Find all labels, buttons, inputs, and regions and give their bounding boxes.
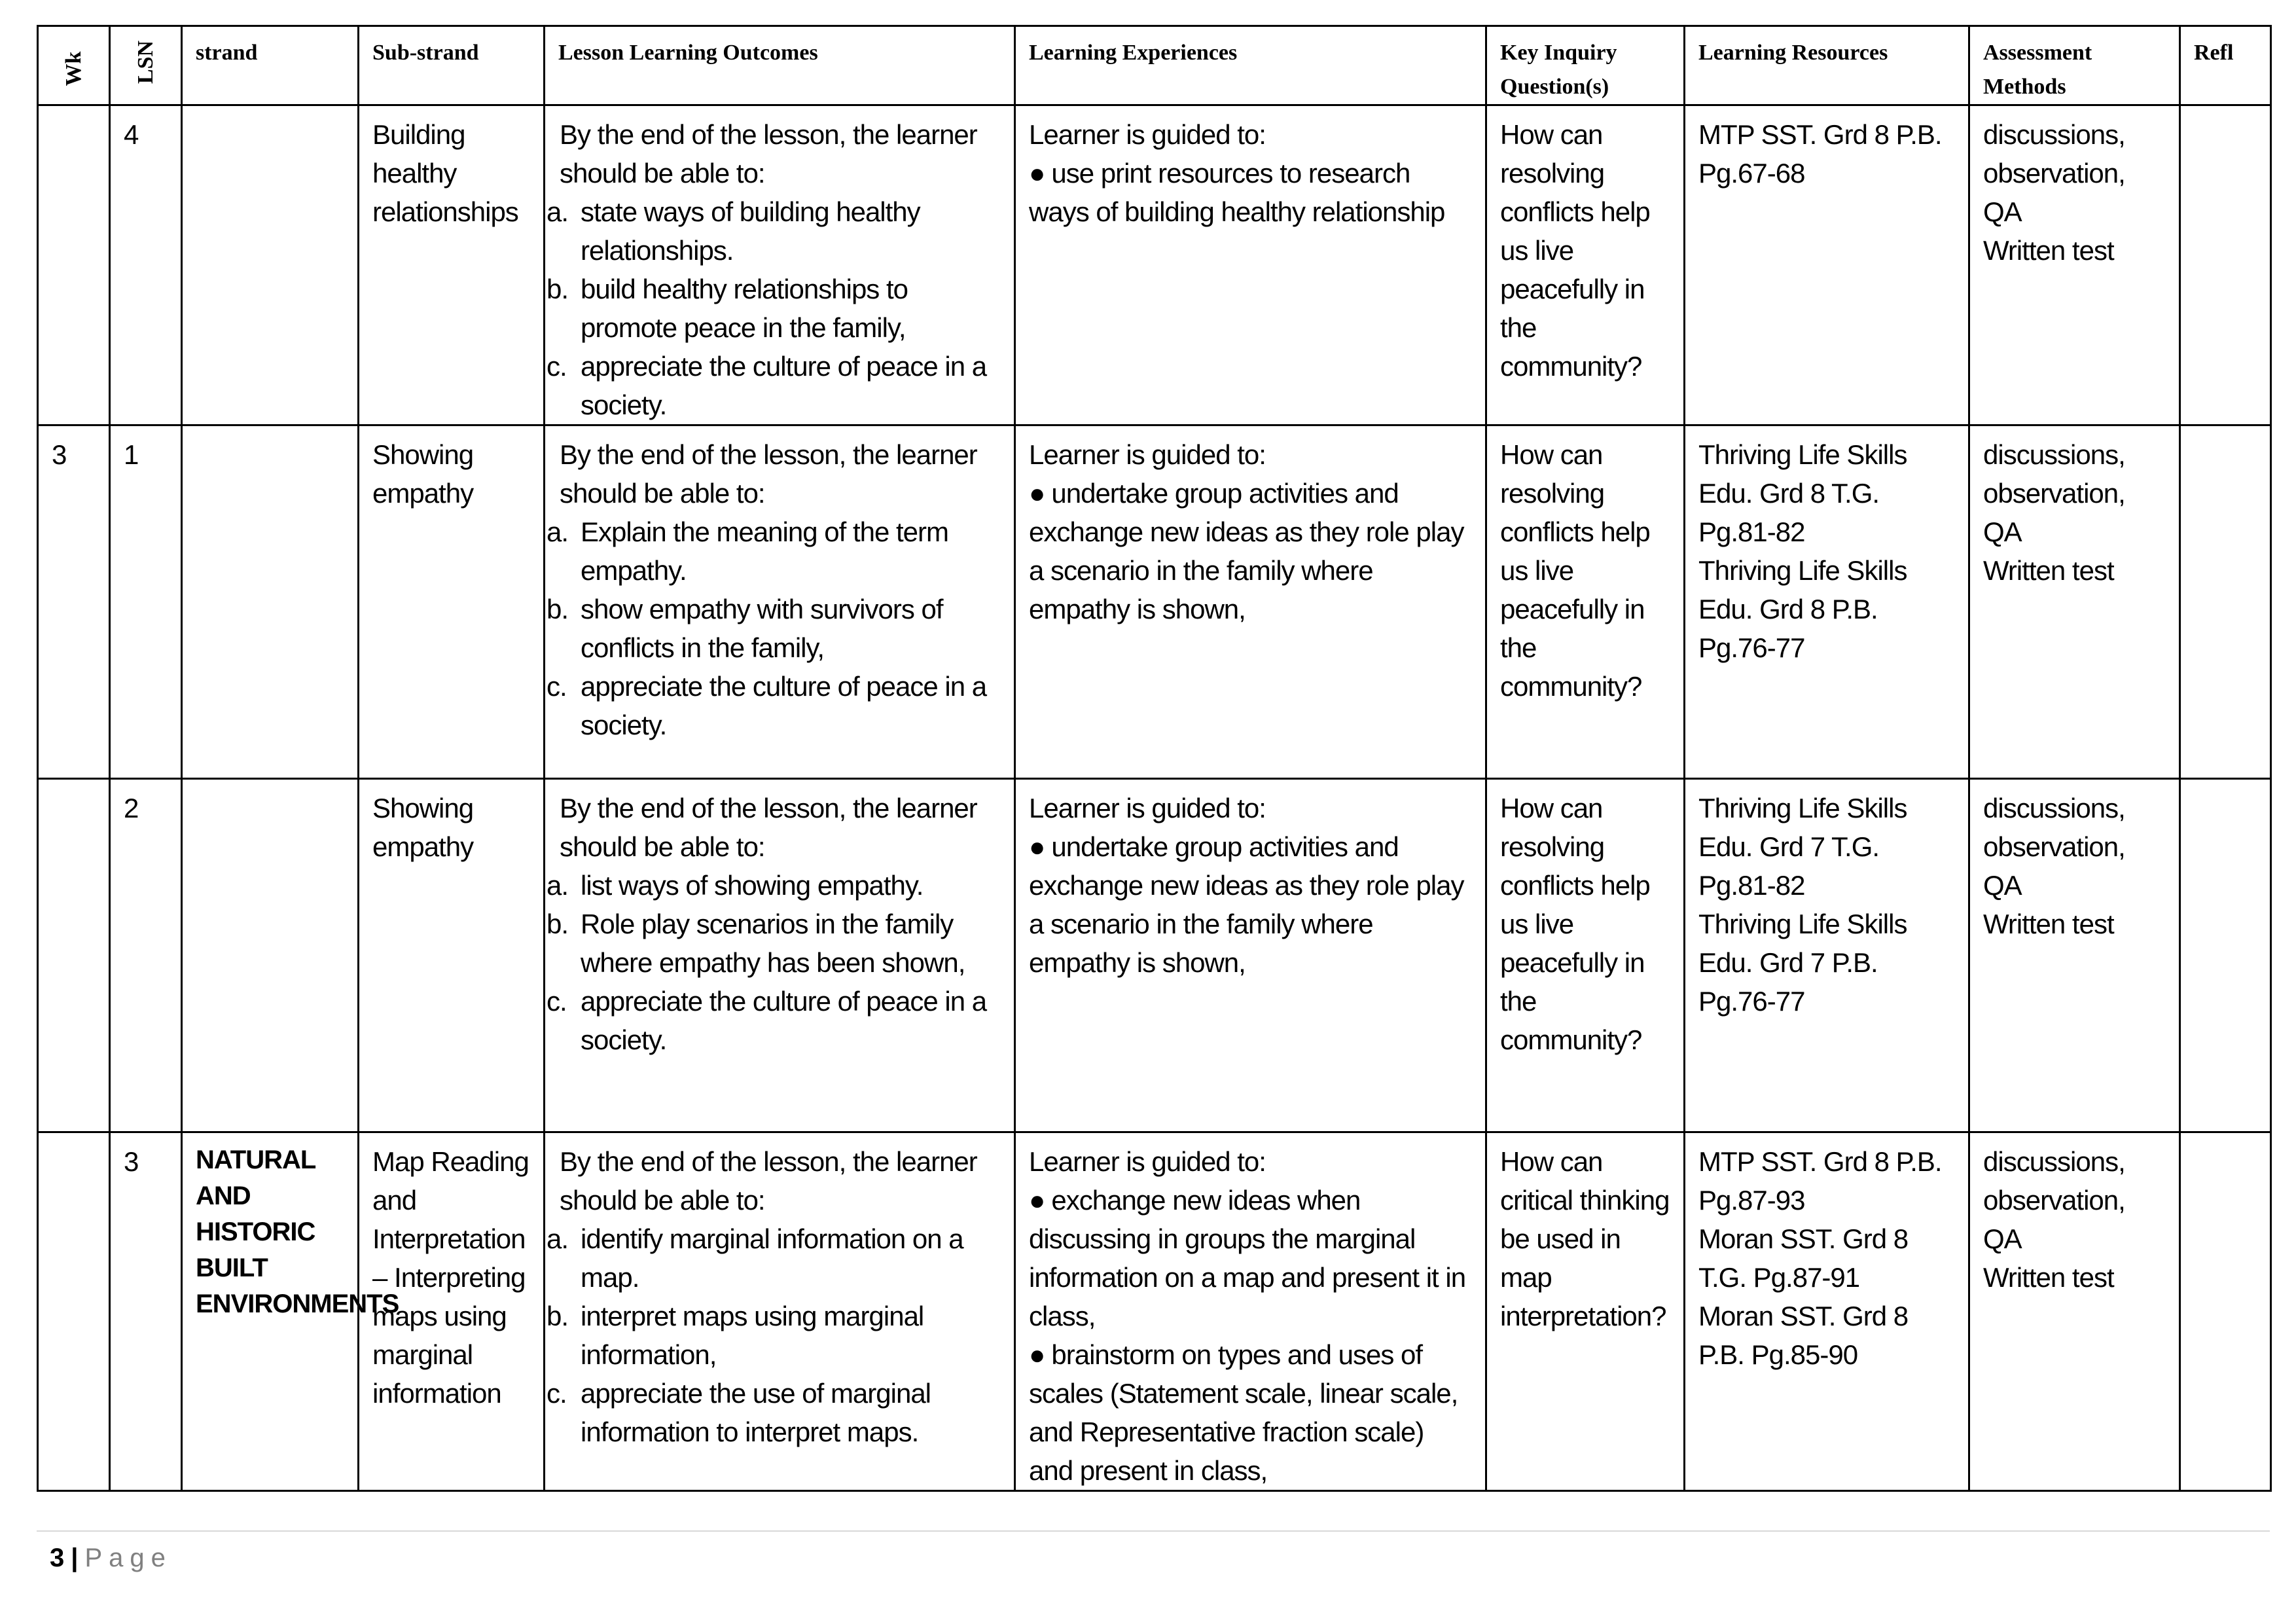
cell-outcomes — [545, 1132, 1015, 1491]
cell-assessment — [1969, 425, 2180, 779]
resource-item: MTP SST. Grd 8 P.B. Pg.67-68 — [1698, 119, 1942, 189]
resource-item: MTP SST. Grd 8 P.B. Pg.87-93 — [1698, 1146, 1942, 1216]
experiences-intro: Learner is guided to: — [1029, 1146, 1266, 1177]
experience-item: ● brainstorm on types and uses of scales (Statement scale, linear scale, and Representative fraction scale) and present in class, — [1029, 1335, 1472, 1490]
cell-experiences — [1015, 425, 1486, 779]
cell-wk — [38, 1132, 110, 1491]
list-text: build healthy relationships to promote peace in the family, — [581, 274, 908, 343]
assessment-item: discussions, — [1983, 439, 2125, 470]
list-text: show empathy with survivors of conflicts in the family, — [581, 594, 943, 663]
list-text: list ways of showing empathy. — [581, 870, 924, 901]
header-strand: strand — [182, 26, 359, 105]
list-marker: a. — [547, 516, 569, 547]
resource-item: Thriving Life Skills Edu. Grd 8 T.G. Pg.81-82 — [1698, 439, 1907, 547]
list-text: appreciate the culture of peace in a society. — [581, 671, 987, 740]
assessment-item: observation, QA — [1983, 831, 2125, 901]
experience-item: ● use print resources to research ways of building healthy relationship — [1029, 154, 1472, 231]
list-marker: b. — [547, 909, 569, 939]
experiences-intro: Learner is guided to: — [1029, 439, 1266, 470]
header-outcomes: Lesson Learning Outcomes — [545, 26, 1015, 105]
assessment-item: Written test — [1983, 1262, 2114, 1293]
resource-item: Thriving Life Skills Edu. Grd 7 T.G. Pg.81-82 — [1698, 793, 1907, 901]
header-substrand: Sub-strand — [359, 26, 545, 105]
list-item — [547, 1297, 1001, 1374]
list-item — [547, 982, 1001, 1059]
cell-substrand: Showing empathy — [359, 779, 545, 1132]
cell-inquiry: How can resolving conflicts help us live peacefully in the community? — [1486, 779, 1685, 1132]
page-number: 3 — [50, 1543, 65, 1572]
resource-item: Moran SST. Grd 8 T.G. Pg.87-91 — [1698, 1223, 1909, 1293]
cell-reflection — [2180, 105, 2271, 425]
header-assessment: Assessment Methods — [1969, 26, 2180, 105]
outcomes-list — [547, 192, 1001, 424]
assessment-item: observation, QA — [1983, 478, 2125, 547]
experience-item: ● exchange new ideas when discussing in groups the marginal information on a map and present it in class, — [1029, 1181, 1472, 1335]
page-footer — [50, 1543, 172, 1573]
experiences-intro: Learner is guided to: — [1029, 793, 1266, 823]
cell-reflection — [2180, 425, 2271, 779]
cell-outcomes — [545, 779, 1015, 1132]
header-reflection: Refl — [2180, 26, 2271, 105]
list-item — [547, 1374, 1001, 1451]
list-marker: c. — [547, 671, 567, 702]
list-text: interpret maps using marginal information, — [581, 1301, 924, 1370]
header-row — [38, 26, 2271, 105]
cell-inquiry: How can resolving conflicts help us live peacefully in the community? — [1486, 425, 1685, 779]
list-marker: b. — [547, 594, 569, 624]
table-row — [38, 779, 2271, 1132]
experience-item: ● undertake group activities and exchange new ideas as they role play a scenario in the family where empathy is shown, — [1029, 474, 1472, 628]
outcomes-list — [547, 866, 1001, 1059]
cell-experiences — [1015, 105, 1486, 425]
list-text: appreciate the use of marginal information to interpret maps. — [581, 1378, 931, 1447]
cell-assessment — [1969, 1132, 2180, 1491]
cell-substrand: Showing empathy — [359, 425, 545, 779]
footer-separator: | — [71, 1543, 79, 1572]
list-text: appreciate the culture of peace in a society. — [581, 351, 987, 420]
cell-inquiry: How can resolving conflicts help us live peacefully in the community? — [1486, 105, 1685, 425]
list-item — [547, 905, 1001, 982]
assessment-item: Written test — [1983, 909, 2114, 939]
footer-divider — [37, 1530, 2270, 1532]
list-marker: a. — [547, 196, 569, 227]
cell-resources — [1685, 105, 1969, 425]
cell-resources — [1685, 1132, 1969, 1491]
list-item — [547, 667, 1001, 744]
list-item — [547, 347, 1001, 424]
list-marker: b. — [547, 1301, 569, 1331]
cell-experiences — [1015, 779, 1486, 1132]
list-marker: a. — [547, 870, 569, 901]
table-row — [38, 425, 2271, 779]
outcomes-intro: By the end of the lesson, the learner should be able to: — [560, 119, 977, 189]
experience-item: ● undertake group activities and exchange new ideas as they role play a scenario in the family where empathy is shown, — [1029, 827, 1472, 982]
cell-strand — [182, 425, 359, 779]
cell-reflection — [2180, 1132, 2271, 1491]
header-wk — [38, 26, 110, 105]
cell-wk — [38, 105, 110, 425]
cell-resources — [1685, 779, 1969, 1132]
assessment-item: observation, QA — [1983, 1185, 2125, 1254]
resource-item: Moran SST. Grd 8 P.B. Pg.85-90 — [1698, 1301, 1909, 1370]
list-text: state ways of building healthy relationships. — [581, 196, 920, 266]
list-marker: a. — [547, 1223, 569, 1254]
cell-experiences — [1015, 1132, 1486, 1491]
page-label: Page — [84, 1543, 172, 1572]
cell-assessment — [1969, 105, 2180, 425]
assessment-item: discussions, — [1983, 119, 2125, 150]
cell-substrand: Building healthy relationships — [359, 105, 545, 425]
list-marker: c. — [547, 986, 567, 1017]
cell-lsn: 2 — [110, 779, 182, 1132]
outcomes-intro: By the end of the lesson, the learner should be able to: — [560, 1146, 977, 1216]
cell-lsn: 3 — [110, 1132, 182, 1491]
list-text: identify marginal information on a map. — [581, 1223, 963, 1293]
experiences-intro: Learner is guided to: — [1029, 119, 1266, 150]
header-experiences: Learning Experiences — [1015, 26, 1486, 105]
list-item — [547, 866, 1001, 905]
assessment-item: discussions, — [1983, 1146, 2125, 1177]
list-item — [547, 270, 1001, 347]
cell-wk: 3 — [38, 425, 110, 779]
list-item — [547, 192, 1001, 270]
cell-strand — [182, 779, 359, 1132]
header-lsn-label: LSN — [133, 40, 158, 84]
cell-inquiry: How can critical thinking be used in map interpretation? — [1486, 1132, 1685, 1491]
assessment-item: Written test — [1983, 555, 2114, 586]
cell-reflection — [2180, 779, 2271, 1132]
cell-wk — [38, 779, 110, 1132]
list-text: appreciate the culture of peace in a society. — [581, 986, 987, 1055]
cell-outcomes — [545, 105, 1015, 425]
cell-outcomes — [545, 425, 1015, 779]
cell-strand: NATURAL AND HISTORIC BUILT ENVIRONMENTS — [182, 1132, 359, 1491]
list-item — [547, 513, 1001, 590]
outcomes-list — [547, 1219, 1001, 1451]
assessment-item: discussions, — [1983, 793, 2125, 823]
outcomes-list — [547, 513, 1001, 744]
resource-item: Thriving Life Skills Edu. Grd 8 P.B. Pg.76-77 — [1698, 555, 1907, 663]
header-inquiry: Key Inquiry Question(s) — [1486, 26, 1685, 105]
list-marker: c. — [547, 1378, 567, 1409]
scheme-of-work-table — [37, 25, 2272, 1492]
cell-lsn: 4 — [110, 105, 182, 425]
list-marker: c. — [547, 351, 567, 382]
list-item — [547, 1219, 1001, 1297]
header-lsn — [110, 26, 182, 105]
outcomes-intro: By the end of the lesson, the learner should be able to: — [560, 439, 977, 509]
cell-strand — [182, 105, 359, 425]
cell-assessment — [1969, 779, 2180, 1132]
assessment-item: observation, QA — [1983, 158, 2125, 227]
list-item — [547, 590, 1001, 667]
cell-lsn: 1 — [110, 425, 182, 779]
assessment-item: Written test — [1983, 235, 2114, 266]
outcomes-intro: By the end of the lesson, the learner should be able to: — [560, 793, 977, 862]
list-text: Explain the meaning of the term empathy. — [581, 516, 949, 586]
table-row — [38, 1132, 2271, 1491]
table-row — [38, 105, 2271, 425]
resource-item: Thriving Life Skills Edu. Grd 7 P.B. Pg.76-77 — [1698, 909, 1907, 1017]
header-wk-label: Wk — [61, 51, 86, 86]
list-text: Role play scenarios in the family where empathy has been shown, — [581, 909, 965, 978]
header-resources: Learning Resources — [1685, 26, 1969, 105]
cell-substrand: Map Reading and Interpretation – Interpreting maps using marginal information — [359, 1132, 545, 1491]
cell-resources — [1685, 425, 1969, 779]
list-marker: b. — [547, 274, 569, 304]
